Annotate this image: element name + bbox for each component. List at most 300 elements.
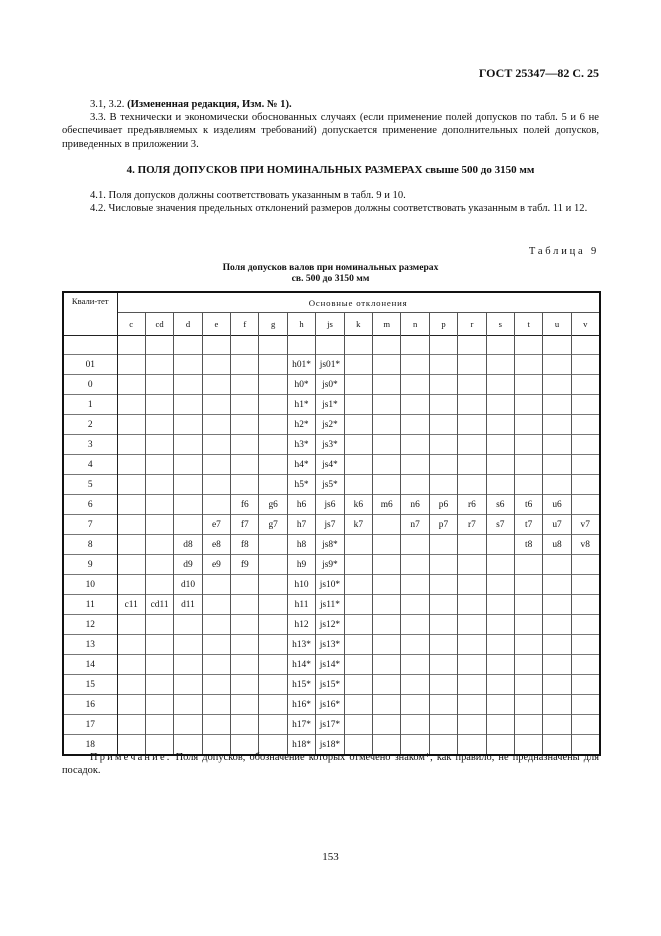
tolerance-cell [401, 695, 429, 715]
tolerance-cell: js15* [316, 675, 344, 695]
tolerance-cell [231, 715, 259, 735]
tolerance-cell [145, 415, 173, 435]
tolerance-cell [458, 435, 486, 455]
tolerance-cell: cd11 [145, 595, 173, 615]
table-row [63, 415, 600, 435]
tolerance-cell: n6 [401, 495, 429, 515]
tolerance-cell [514, 595, 542, 615]
running-header: ГОСТ 25347—82 С. 25 [478, 66, 599, 80]
tolerance-cell [259, 655, 287, 675]
tolerance-cell [231, 635, 259, 655]
tolerance-cell [571, 475, 599, 495]
tolerance-cell [259, 675, 287, 695]
kvalitet-header: Квали-тет [63, 292, 117, 336]
tolerance-cell [344, 375, 372, 395]
table-row [63, 495, 600, 515]
column-header-k: k [344, 313, 372, 336]
tolerance-cell: f7 [231, 515, 259, 535]
tolerance-cell: js8* [316, 535, 344, 555]
spacer-cell [543, 336, 571, 355]
tolerance-cell [429, 455, 457, 475]
tolerance-cell: g7 [259, 515, 287, 535]
tolerance-cell [202, 595, 230, 615]
tolerance-cell [145, 535, 173, 555]
tolerance-cell: t8 [514, 535, 542, 555]
tolerance-cell [202, 695, 230, 715]
column-header-c: c [117, 313, 145, 336]
note-text: Поля допусков, обозначение которых отмечено знаком*, как правило, не предназначены для посадок. [62, 752, 599, 777]
spacer-cell [373, 336, 401, 355]
tolerance-cell: js18* [316, 735, 344, 756]
column-header-p: p [429, 313, 457, 336]
tolerance-cell [145, 675, 173, 695]
kvalitet-cell: 15 [63, 675, 117, 695]
tolerance-cell [145, 455, 173, 475]
tolerance-cell [401, 655, 429, 675]
table-row [63, 535, 600, 555]
table-column-row [63, 313, 600, 336]
tolerance-cell [429, 595, 457, 615]
paragraph-4-2: 4.2. Числовые значения предельных отклонений размеров должны соответствовать указанным в табл. 11 и 12. [90, 203, 588, 214]
tolerance-cell [429, 655, 457, 675]
tolerance-cell [401, 455, 429, 475]
tolerance-cell: h1* [287, 395, 315, 415]
tolerance-cell: t6 [514, 495, 542, 515]
spacer-cell [429, 336, 457, 355]
column-header-u: u [543, 313, 571, 336]
kvalitet-cell: 2 [63, 415, 117, 435]
paragraph-3-3: 3.3. В технически и экономически обоснованных случаях (если применение полей допусков по табл. 5 и 6 не обеспечивает предъявляемых к изделиям требований) допускается применение дополнительных полей допусков, приведенных в приложении 3. [62, 112, 599, 150]
table-row [63, 575, 600, 595]
tolerance-cell [344, 475, 372, 495]
tolerance-cell: js7 [316, 515, 344, 535]
table-title-line-2: св. 500 до 3150 мм [291, 273, 370, 284]
tolerance-cell: c11 [117, 595, 145, 615]
kvalitet-cell: 9 [63, 555, 117, 575]
table-row [63, 555, 600, 575]
table-row [63, 375, 600, 395]
tolerance-cell [202, 475, 230, 495]
tolerance-cell [259, 435, 287, 455]
tolerance-cell [117, 615, 145, 635]
tolerance-cell [202, 615, 230, 635]
tolerance-cell [401, 415, 429, 435]
kvalitet-cell: 10 [63, 575, 117, 595]
table-row [63, 695, 600, 715]
tolerance-cell [344, 355, 372, 375]
tolerance-cell: h14* [287, 655, 315, 675]
table-row [63, 675, 600, 695]
tolerance-cell [486, 455, 514, 475]
tolerance-cell [486, 395, 514, 415]
tolerance-cell [259, 595, 287, 615]
spacer-cell [486, 336, 514, 355]
paragraph-4-1: 4.1. Поля допусков должны соответствовать указанным в табл. 9 и 10. [90, 190, 406, 201]
table-header-row [63, 292, 600, 313]
column-header-cd: cd [145, 313, 173, 336]
tolerance-cell: h7 [287, 515, 315, 535]
tolerance-cell [174, 475, 202, 495]
tolerance-cell [202, 575, 230, 595]
tolerance-cell [373, 575, 401, 595]
tolerance-cell [373, 655, 401, 675]
tolerance-table [62, 291, 601, 756]
tolerance-cell: d9 [174, 555, 202, 575]
tolerance-cell [486, 435, 514, 455]
page-number: 153 [322, 851, 339, 863]
tolerance-cell: js16* [316, 695, 344, 715]
tolerance-cell [514, 455, 542, 475]
spacer-cell [117, 336, 145, 355]
tolerance-cell [571, 395, 599, 415]
tolerance-cell [117, 555, 145, 575]
table-spacer-row [63, 336, 600, 355]
tolerance-cell [259, 555, 287, 575]
kvalitet-cell: 0 [63, 375, 117, 395]
spacer-cell [344, 336, 372, 355]
tolerance-cell [231, 575, 259, 595]
tolerance-cell [117, 675, 145, 695]
spacer-cell [458, 336, 486, 355]
tolerance-cell: v7 [571, 515, 599, 535]
tolerance-cell: h3* [287, 435, 315, 455]
tolerance-cell [543, 615, 571, 635]
tolerance-cell: m6 [373, 495, 401, 515]
tolerance-cell [117, 455, 145, 475]
tolerance-cell [231, 475, 259, 495]
tolerance-cell [231, 655, 259, 675]
deviation-group-header: Основные отклонения [117, 292, 600, 313]
tolerance-cell [202, 655, 230, 675]
spacer-cell [316, 336, 344, 355]
tolerance-cell [458, 455, 486, 475]
tolerance-cell [344, 395, 372, 415]
tolerance-cell: js5* [316, 475, 344, 495]
tolerance-cell [429, 715, 457, 735]
tolerance-cell [486, 375, 514, 395]
table-note [62, 751, 599, 778]
tolerance-cell [429, 575, 457, 595]
tolerance-cell [401, 355, 429, 375]
tolerance-cell [344, 635, 372, 655]
tolerance-cell [401, 635, 429, 655]
tolerance-cell [458, 655, 486, 675]
tolerance-cell [174, 635, 202, 655]
tolerance-cell [231, 355, 259, 375]
tolerance-cell [429, 615, 457, 635]
tolerance-cell: h9 [287, 555, 315, 575]
tolerance-cell [174, 675, 202, 695]
column-header-e: e [202, 313, 230, 336]
tolerance-cell [514, 575, 542, 595]
tolerance-cell: t7 [514, 515, 542, 535]
tolerance-cell [514, 475, 542, 495]
tolerance-cell: v8 [571, 535, 599, 555]
tolerance-cell: f9 [231, 555, 259, 575]
column-header-f: f [231, 313, 259, 336]
table-row [63, 395, 600, 415]
spacer-cell [231, 336, 259, 355]
tolerance-cell [543, 455, 571, 475]
tolerance-cell: r7 [458, 515, 486, 535]
kvalitet-cell: 17 [63, 715, 117, 735]
tolerance-cell: u7 [543, 515, 571, 535]
kvalitet-cell: 18 [63, 735, 117, 756]
tolerance-cell [486, 415, 514, 435]
tolerance-cell: js4* [316, 455, 344, 475]
tolerance-cell [486, 695, 514, 715]
note-label: Примечание. [90, 752, 172, 763]
tolerance-cell [373, 355, 401, 375]
tolerance-cell: js6 [316, 495, 344, 515]
tolerance-cell [458, 675, 486, 695]
kvalitet-cell: 01 [63, 355, 117, 375]
tolerance-cell [514, 635, 542, 655]
column-header-d: d [174, 313, 202, 336]
column-header-t: t [514, 313, 542, 336]
column-header-n: n [401, 313, 429, 336]
tolerance-cell: h13* [287, 635, 315, 655]
tolerance-cell [231, 695, 259, 715]
tolerance-cell [373, 375, 401, 395]
spacer-cell [571, 336, 599, 355]
table-row [63, 635, 600, 655]
kvalitet-cell: 12 [63, 615, 117, 635]
tolerance-cell: g6 [259, 495, 287, 515]
amendment-prefix: 3.1, 3.2. [90, 99, 128, 110]
paragraph-amendment [62, 98, 599, 111]
tolerance-cell [344, 615, 372, 635]
tolerance-cell: js9* [316, 555, 344, 575]
tolerance-cell [117, 395, 145, 415]
tolerance-cell [344, 415, 372, 435]
table-row [63, 455, 600, 475]
table-row [63, 715, 600, 735]
tolerance-cell [486, 355, 514, 375]
tolerance-cell [571, 435, 599, 455]
tolerance-cell [202, 415, 230, 435]
tolerance-cell: d8 [174, 535, 202, 555]
tolerance-cell [571, 495, 599, 515]
table-row [63, 595, 600, 615]
spacer-cell [259, 336, 287, 355]
tolerance-cell: js3* [316, 435, 344, 455]
section-title: 4. ПОЛЯ ДОПУСКОВ ПРИ НОМИНАЛЬНЫХ РАЗМЕРАХ свыше 500 до 3150 мм [126, 164, 535, 176]
tolerance-cell [543, 675, 571, 695]
tolerance-cell [458, 715, 486, 735]
tolerance-cell [458, 575, 486, 595]
tolerance-cell [202, 395, 230, 415]
tolerance-cell [117, 635, 145, 655]
tolerance-cell [259, 715, 287, 735]
tolerance-cell [543, 395, 571, 415]
tolerance-cell [231, 675, 259, 695]
tolerance-cell: js13* [316, 635, 344, 655]
tolerance-cell [486, 655, 514, 675]
tolerance-cell: s7 [486, 515, 514, 535]
spacer-cell [63, 336, 117, 355]
tolerance-cell [543, 435, 571, 455]
tolerance-cell [202, 455, 230, 475]
tolerance-cell [458, 615, 486, 635]
tolerance-cell [401, 675, 429, 695]
tolerance-cell [344, 575, 372, 595]
tolerance-cell: h2* [287, 415, 315, 435]
tolerance-cell [202, 675, 230, 695]
tolerance-cell [145, 475, 173, 495]
tolerance-cell [458, 375, 486, 395]
tolerance-cell [458, 595, 486, 615]
tolerance-cell [117, 655, 145, 675]
tolerance-cell [231, 395, 259, 415]
tolerance-cell [344, 715, 372, 735]
tolerance-cell: js0* [316, 375, 344, 395]
tolerance-cell [458, 395, 486, 415]
tolerance-cell: h6 [287, 495, 315, 515]
tolerance-cell: p6 [429, 495, 457, 515]
tolerance-cell [429, 555, 457, 575]
tolerance-cell [429, 535, 457, 555]
tolerance-cell [117, 495, 145, 515]
tolerance-cell [429, 355, 457, 375]
tolerance-cell [571, 355, 599, 375]
tolerance-cell [486, 595, 514, 615]
tolerance-cell [202, 495, 230, 515]
tolerance-cell [373, 475, 401, 495]
tolerance-cell [486, 535, 514, 555]
tolerance-cell [117, 695, 145, 715]
spacer-cell [401, 336, 429, 355]
tolerance-cell [458, 475, 486, 495]
spacer-cell [174, 336, 202, 355]
tolerance-cell [231, 375, 259, 395]
column-header-js: js [316, 313, 344, 336]
tolerance-cell: d10 [174, 575, 202, 595]
tolerance-cell [259, 635, 287, 655]
kvalitet-cell: 7 [63, 515, 117, 535]
tolerance-cell [174, 655, 202, 675]
tolerance-cell [514, 355, 542, 375]
tolerance-cell [259, 475, 287, 495]
tolerance-cell: js10* [316, 575, 344, 595]
tolerance-cell [429, 375, 457, 395]
tolerance-cell [117, 355, 145, 375]
tolerance-cell [259, 695, 287, 715]
tolerance-cell [174, 355, 202, 375]
tolerance-cell [401, 715, 429, 735]
tolerance-cell [543, 635, 571, 655]
column-header-v: v [571, 313, 599, 336]
tolerance-cell [401, 475, 429, 495]
tolerance-cell: d11 [174, 595, 202, 615]
tolerance-cell [373, 435, 401, 455]
tolerance-cell [117, 415, 145, 435]
table-title [62, 262, 599, 284]
tolerance-cell [174, 455, 202, 475]
tolerance-cell [486, 675, 514, 695]
tolerance-cell [429, 675, 457, 695]
tolerance-cell [117, 515, 145, 535]
tolerance-cell [231, 615, 259, 635]
tolerance-cell [117, 535, 145, 555]
tolerance-cell: js2* [316, 415, 344, 435]
tolerance-cell: h15* [287, 675, 315, 695]
tolerance-cell [571, 655, 599, 675]
spacer-cell [514, 336, 542, 355]
tolerance-cell: f8 [231, 535, 259, 555]
tolerance-cell: h16* [287, 695, 315, 715]
tolerance-cell [458, 415, 486, 435]
tolerance-cell [259, 535, 287, 555]
kvalitet-cell: 16 [63, 695, 117, 715]
tolerance-cell: n7 [401, 515, 429, 535]
tolerance-cell [373, 515, 401, 535]
tolerance-cell [571, 695, 599, 715]
tolerance-cell [458, 355, 486, 375]
tolerance-cell [202, 715, 230, 735]
spacer-cell [145, 336, 173, 355]
tolerance-cell [401, 595, 429, 615]
tolerance-cell [344, 655, 372, 675]
tolerance-cell [571, 715, 599, 735]
tolerance-cell [458, 535, 486, 555]
tolerance-cell [401, 435, 429, 455]
tolerance-cell [145, 695, 173, 715]
tolerance-cell: js14* [316, 655, 344, 675]
tolerance-cell [145, 515, 173, 535]
tolerance-cell [344, 675, 372, 695]
tolerance-cell [543, 355, 571, 375]
tolerance-cell [259, 375, 287, 395]
tolerance-cell [543, 415, 571, 435]
tolerance-cell [174, 375, 202, 395]
column-header-h: h [287, 313, 315, 336]
tolerance-cell [373, 615, 401, 635]
tolerance-cell [174, 495, 202, 515]
tolerance-cell: p7 [429, 515, 457, 535]
spacer-cell [287, 336, 315, 355]
tolerance-cell [259, 415, 287, 435]
tolerance-cell: r6 [458, 495, 486, 515]
tolerance-cell [174, 695, 202, 715]
tolerance-cell [344, 435, 372, 455]
tolerance-cell: js17* [316, 715, 344, 735]
tolerance-cell [174, 615, 202, 635]
tolerance-cell [486, 715, 514, 735]
table-row [63, 355, 600, 375]
tolerance-cell [486, 615, 514, 635]
tolerance-cell [543, 475, 571, 495]
tolerance-cell [429, 635, 457, 655]
tolerance-cell [117, 475, 145, 495]
tolerance-cell [543, 375, 571, 395]
tolerance-cell: h0* [287, 375, 315, 395]
tolerance-cell [571, 575, 599, 595]
tolerance-cell [429, 395, 457, 415]
tolerance-cell [373, 695, 401, 715]
kvalitet-cell: 5 [63, 475, 117, 495]
tolerance-cell: e8 [202, 535, 230, 555]
tolerance-cell [145, 715, 173, 735]
tolerance-cell: h01* [287, 355, 315, 375]
tolerance-cell: h12 [287, 615, 315, 635]
tolerance-cell [401, 375, 429, 395]
tolerance-cell [458, 695, 486, 715]
tolerance-cell [259, 395, 287, 415]
tolerance-cell [429, 415, 457, 435]
tolerance-cell [571, 455, 599, 475]
tolerance-cell [458, 555, 486, 575]
